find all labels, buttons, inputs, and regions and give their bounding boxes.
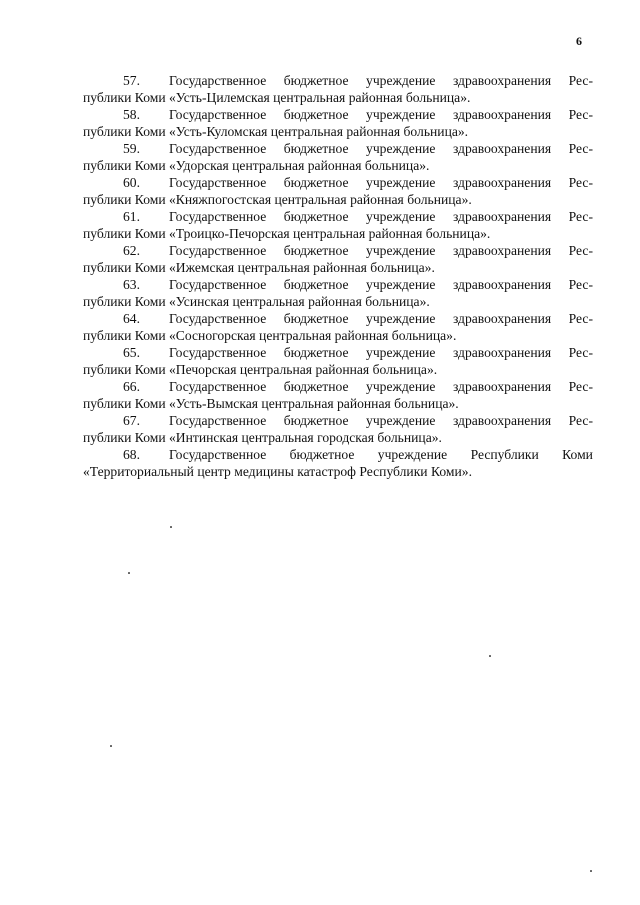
list-item (83, 310, 593, 344)
item-second-line: публики Коми «Усть-Куломская центральная районная больница». (83, 124, 469, 139)
word: учреждение (377, 447, 448, 462)
word: Рес- (568, 345, 593, 360)
item-second-line: публики Коми «Княжпогостская центральная районная больница». (83, 192, 472, 207)
word: Государственное (169, 447, 267, 462)
word: здравоохранения (452, 209, 552, 224)
item-second-line: «Территориальный центр медицины катастроф Республики Коми». (83, 464, 472, 479)
item-first-line-text (157, 310, 593, 327)
item-first-line (83, 72, 593, 89)
item-first-line (83, 242, 593, 259)
list-item (83, 174, 593, 208)
list-item (83, 72, 593, 106)
word: бюджетное (283, 73, 349, 88)
item-second-line: публики Коми «Усть-Цилемская центральная районная больница». (83, 90, 471, 105)
item-number: 62. (123, 243, 140, 258)
list-item (83, 140, 593, 174)
item-first-line-text (157, 106, 593, 123)
word: здравоохранения (452, 277, 552, 292)
item-first-line-text (157, 446, 593, 463)
page-number: 6 (576, 34, 582, 48)
item-first-line-text (157, 378, 593, 395)
item-first-line (83, 276, 593, 293)
word: Рес- (568, 107, 593, 122)
word: бюджетное (283, 345, 349, 360)
list-item (83, 378, 593, 412)
scan-speck (110, 745, 112, 747)
word: Рес- (568, 209, 593, 224)
word: бюджетное (283, 311, 349, 326)
word: Рес- (568, 277, 593, 292)
item-first-line-text (157, 140, 593, 157)
item-first-line (83, 310, 593, 327)
word: Государственное (169, 345, 267, 360)
item-second-line: публики Коми «Интинская центральная городская больница». (83, 430, 442, 445)
word: бюджетное (283, 277, 349, 292)
word: Республики (470, 447, 539, 462)
word: Коми (562, 447, 593, 462)
word: здравоохранения (452, 141, 552, 156)
scan-speck (170, 526, 172, 528)
item-second-line: публики Коми «Удорская центральная районная больница». (83, 158, 430, 173)
word: учреждение (366, 277, 436, 292)
word: Государственное (169, 209, 267, 224)
word: бюджетное (283, 209, 349, 224)
scan-speck (590, 870, 592, 872)
word: учреждение (366, 73, 436, 88)
word: Государственное (169, 413, 267, 428)
item-second-line: публики Коми «Усть-Вымская центральная районная больница». (83, 396, 459, 411)
list-item (83, 106, 593, 140)
word: Рес- (568, 413, 593, 428)
word: бюджетное (283, 243, 349, 258)
item-second-line: публики Коми «Ижемская центральная районная больница». (83, 260, 435, 275)
item-first-line-text (157, 242, 593, 259)
item-first-line-text (157, 412, 593, 429)
item-first-line (83, 106, 593, 123)
list-item (83, 446, 593, 480)
list-item (83, 344, 593, 378)
word: бюджетное (283, 379, 349, 394)
item-first-line (83, 140, 593, 157)
word: учреждение (366, 413, 436, 428)
word: бюджетное (289, 447, 355, 462)
word: здравоохранения (452, 107, 552, 122)
word: бюджетное (283, 175, 349, 190)
word: бюджетное (283, 107, 349, 122)
item-number: 58. (123, 107, 140, 122)
word: учреждение (366, 243, 436, 258)
item-number: 68. (123, 447, 140, 462)
list-item (83, 208, 593, 242)
word: бюджетное (283, 141, 349, 156)
list-item (83, 276, 593, 310)
item-first-line-text (157, 344, 593, 361)
item-first-line-text (157, 72, 593, 89)
word: Рес- (568, 243, 593, 258)
word: Государственное (169, 175, 267, 190)
item-number: 61. (123, 209, 140, 224)
item-first-line (83, 174, 593, 191)
item-number: 57. (123, 73, 140, 88)
word: Рес- (568, 73, 593, 88)
item-first-line (83, 344, 593, 361)
word: Рес- (568, 141, 593, 156)
word: учреждение (366, 379, 436, 394)
word: здравоохранения (452, 175, 552, 190)
item-number: 67. (123, 413, 140, 428)
item-number: 64. (123, 311, 140, 326)
word: учреждение (366, 107, 436, 122)
item-first-line-text (157, 174, 593, 191)
word: здравоохранения (452, 311, 552, 326)
item-number: 63. (123, 277, 140, 292)
list-item (83, 412, 593, 446)
word: Рес- (568, 175, 593, 190)
word: Государственное (169, 107, 267, 122)
word: учреждение (366, 175, 436, 190)
item-second-line: публики Коми «Троицко-Печорская центральная районная больница». (83, 226, 491, 241)
word: учреждение (366, 209, 436, 224)
item-second-line: публики Коми «Усинская центральная районная больница». (83, 294, 430, 309)
item-first-line (83, 446, 593, 463)
word: Государственное (169, 311, 267, 326)
item-number: 60. (123, 175, 140, 190)
word: бюджетное (283, 413, 349, 428)
item-first-line-text (157, 208, 593, 225)
item-second-line: публики Коми «Печорская центральная районная больница». (83, 362, 438, 377)
word: Государственное (169, 277, 267, 292)
word: учреждение (366, 345, 436, 360)
word: учреждение (366, 141, 436, 156)
document-body (83, 72, 593, 480)
item-number: 66. (123, 379, 140, 394)
word: Рес- (568, 311, 593, 326)
word: здравоохранения (452, 413, 552, 428)
item-first-line (83, 208, 593, 225)
item-second-line: публики Коми «Сосногорская центральная районная больница». (83, 328, 457, 343)
word: Государственное (169, 73, 267, 88)
word: Рес- (568, 379, 593, 394)
scan-speck (489, 655, 491, 657)
word: здравоохранения (452, 345, 552, 360)
item-number: 65. (123, 345, 140, 360)
word: здравоохранения (452, 243, 552, 258)
word: Государственное (169, 141, 267, 156)
list-item (83, 242, 593, 276)
word: здравоохранения (452, 73, 552, 88)
word: Государственное (169, 243, 267, 258)
word: здравоохранения (452, 379, 552, 394)
word: Государственное (169, 379, 267, 394)
item-first-line (83, 378, 593, 395)
item-number: 59. (123, 141, 140, 156)
word: учреждение (366, 311, 436, 326)
item-first-line (83, 412, 593, 429)
scan-speck (128, 572, 130, 574)
item-first-line-text (157, 276, 593, 293)
